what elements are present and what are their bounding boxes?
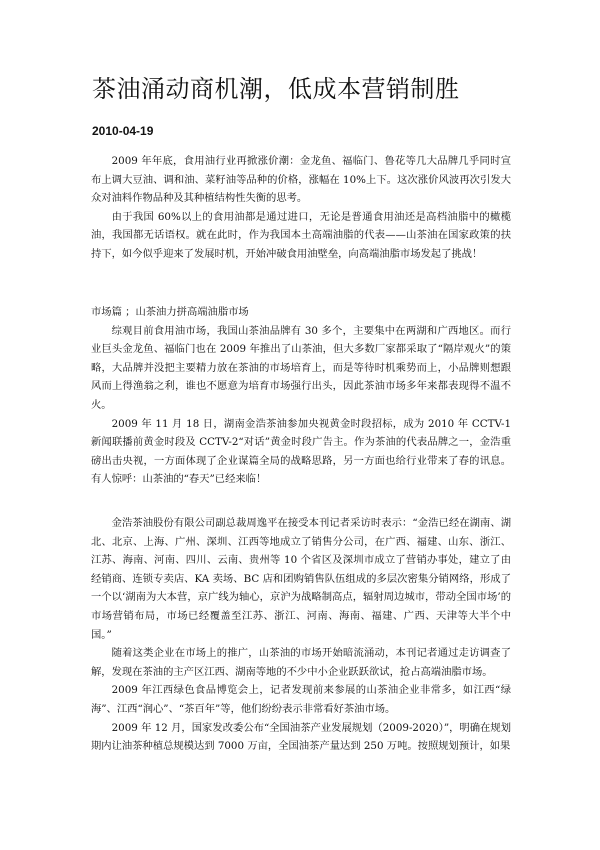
interview-paragraph: 2009 年 12 月，国家发改委公布“全国油茶产业发展规划（2009-2020）”，明确在规划期内让油茶种植总规模达到 7000 万亩，全国油茶产量达到 250 万吨。按照规划预计，如果 bbox=[91, 721, 511, 753]
section-heading: 市场篇 ；山茶油力拼高端油脂市场 bbox=[91, 306, 249, 318]
interview-paragraph: 金浩茶油股份有限公司副总裁周逸平在接受本刊记者采访时表示：“金浩已经在湖南、湖北、北京、上海、广州、深圳、江西等地成立了销售分公司，在广西、福建、山东、浙江、江苏、海南、河南、四川、云南、贵州等 10 个省区及深圳市成立了营销办事处，建立了由经销商、连锁专卖店、KA 卖场、BC 店和团购销售队伍组成的多层次密集分销网络，形成了一个以‘湖南为大本营，京广线为轴心，京沪为战略制高点，辐射周边城市，带动全国市场’的市场营销布局，市场已经覆盖至江苏、浙江、河南、海南、福建、广西、天津等大半个中国。” bbox=[91, 517, 511, 641]
market-section bbox=[91, 303, 511, 489]
market-paragraph: 2009 年 11 月 18 日，湖南金浩茶油参加央视黄金时段招标，成为 2010 年 CCTV-1 新闻联播前黄金时段及 CCTV-2“对话”黄金时段广告主。作为茶油的代表品牌之一，金浩重磅出击央视，一方面体现了企业谋篇全局的战略思路，另一方面也给行业带来了春的讯息。有人惊呼：山茶油的“春天”已经来临！ bbox=[91, 417, 511, 486]
interview-paragraph: 随着这类企业在市场上的推广，山茶油的市场开始暗流涌动，本刊记者通过走访调查了解，发现在茶油的主产区江西、湖南等地的不少中小企业跃跃欲试，抢占高端油脂市场。 bbox=[91, 647, 511, 678]
intro-paragraph: 2009 年年底，食用油行业再掀涨价潮：金龙鱼、福临门、鲁花等几大品牌几乎同时宣布上调大豆油、调和油、菜籽油等品种的价格，涨幅在 10%上下。这次涨价风波再次引发大众对油料作物品种及其种植结构性失衡的思考。 bbox=[91, 155, 511, 205]
market-paragraph: 综观目前食用油市场，我国山茶油品牌有 30 多个，主要集中在两湖和广西地区。而行业巨头金龙鱼、福临门也在 2009 年推出了山茶油，但大多数厂家都采取了“隔岸观火”的策略，大品牌并没把主要精力放在茶油的市场培育上，而是等待时机乘势而上，小品牌则想跟风而上得渔翁之利，谁也不愿意为培育市场强行出头，因此茶油市场多年来都表现得不温不火。 bbox=[91, 324, 511, 411]
article-title: 茶油涌动商机潮，低成本营销制胜 bbox=[92, 75, 460, 103]
intro-section bbox=[91, 152, 511, 264]
interview-paragraph: 2009 年江西绿色食品博览会上，记者发现前来参展的山茶油企业非常多，如江西“绿海”、江西“润心”、“茶百年”等，他们纷纷表示非常看好茶油市场。 bbox=[91, 684, 511, 715]
intro-paragraph: 由于我国 60%以上的食用油都是通过进口，无论是普通食用油还是高档油脂中的橄榄油，我国都无话语权。就在此时，作为我国本土高端油脂的代表——山茶油在国家政策的扶持下，如今似乎迎来了发展时机，开始冲破食用油壁垒，向高端油脂市场发起了挑战！ bbox=[91, 210, 511, 260]
article-date: 2010-04-19 bbox=[92, 124, 154, 138]
interview-section bbox=[91, 514, 511, 756]
